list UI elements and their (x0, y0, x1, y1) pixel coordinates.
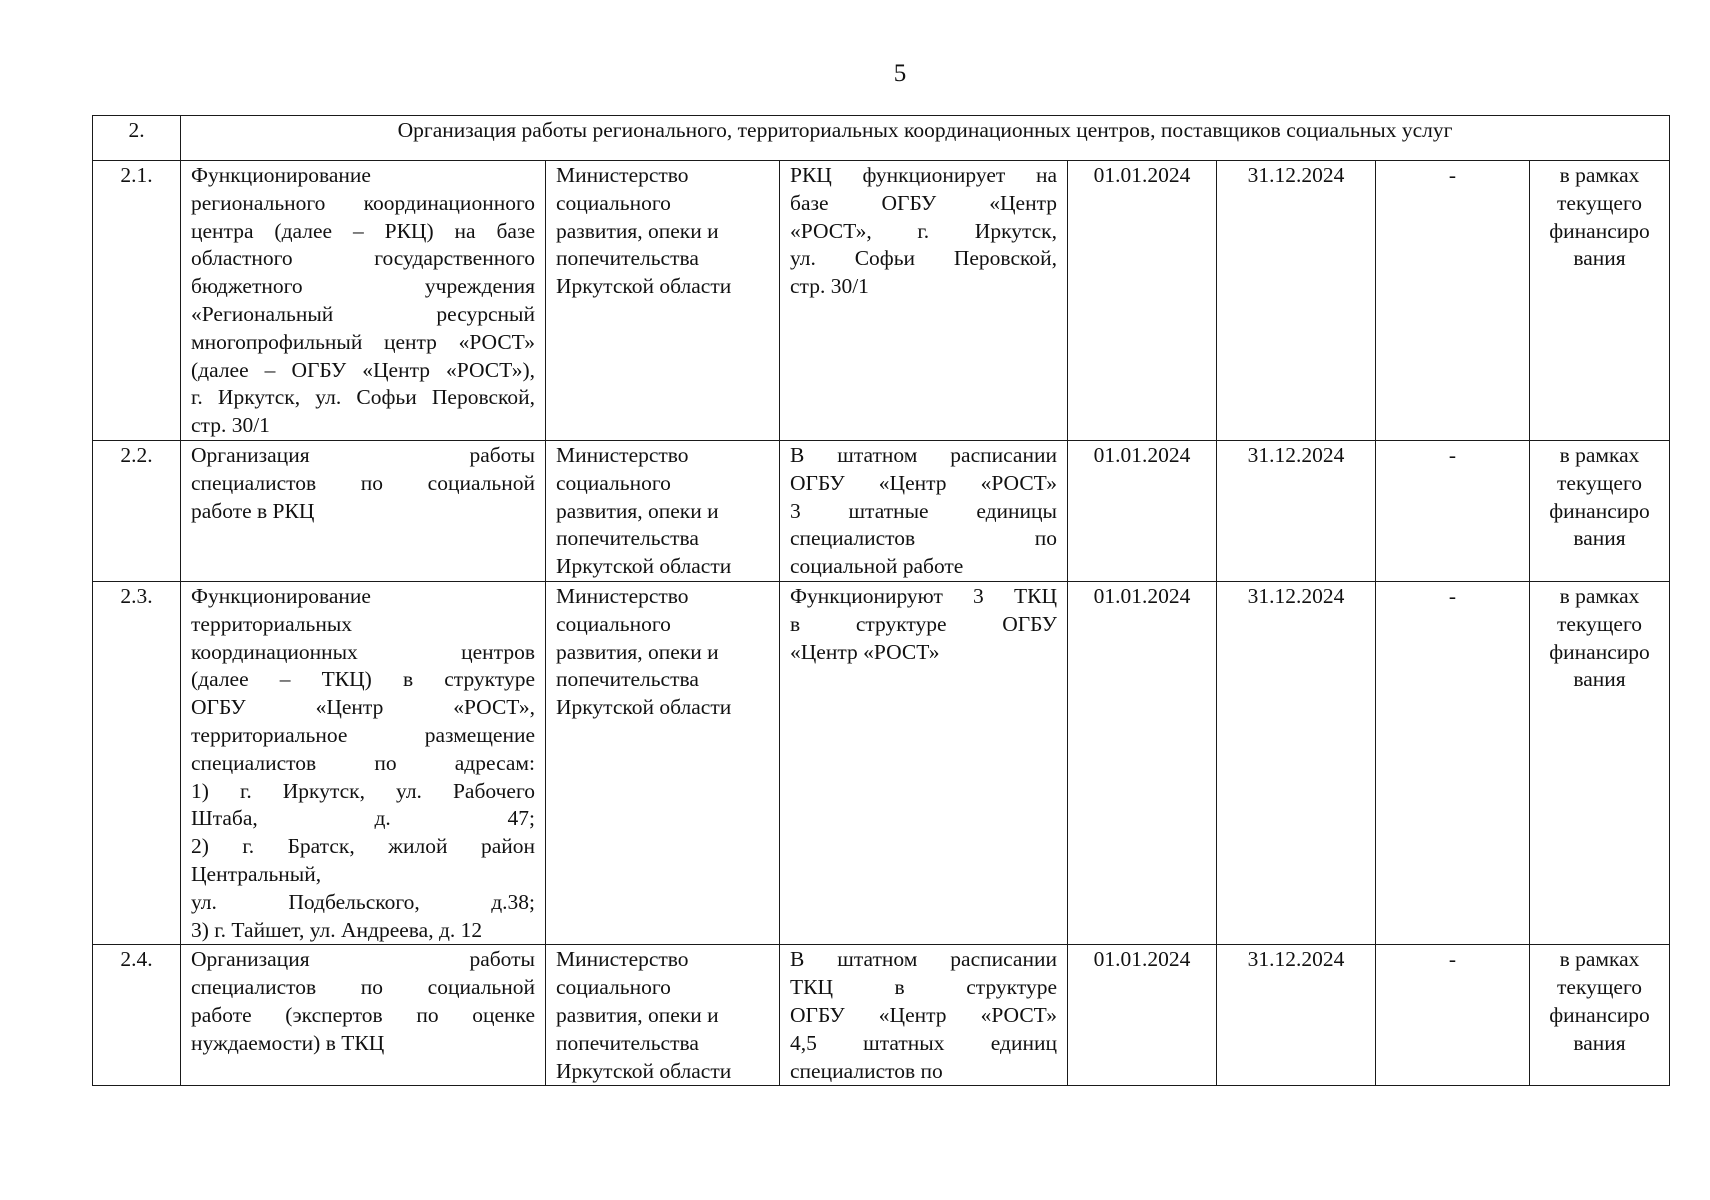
cell-line: Функционируют 3 ТКЦ (790, 583, 1057, 608)
cell-line: социального (556, 975, 671, 1000)
end-date-cell: 31.12.2024 (1217, 161, 1376, 441)
section-number: 2. (93, 116, 181, 161)
activity-cell (181, 440, 546, 581)
amount-cell: - (1376, 945, 1530, 1086)
executor-cell (546, 161, 780, 441)
row-number: 2.3. (93, 581, 181, 944)
cell-line: текущего (1557, 611, 1642, 636)
cell-line: финансиро (1549, 639, 1650, 664)
cell-line: областного государственного (191, 246, 535, 271)
cell-line: (далее – ТКЦ) в структуре (191, 667, 535, 692)
cell-line: социального (556, 470, 671, 495)
table-row (93, 581, 1670, 944)
cell-line: социального (556, 611, 671, 636)
cell-line: вания (1573, 667, 1626, 692)
cell-line: социального (556, 190, 671, 215)
end-date-cell: 31.12.2024 (1217, 581, 1376, 944)
cell-line: регионального координационного (191, 190, 535, 215)
result-cell (780, 440, 1068, 581)
cell-line: бюджетного учреждения (191, 274, 535, 299)
cell-line: Министерство (556, 583, 689, 608)
cell-line: нуждаемости) в ТКЦ (191, 1030, 385, 1055)
cell-line: Министерство (556, 947, 689, 972)
result-cell (780, 945, 1068, 1086)
cell-line: попечительства (556, 1030, 699, 1055)
start-date-cell: 01.01.2024 (1068, 581, 1217, 944)
cell-line: г. Иркутск, ул. Софьи Перовской, (191, 385, 535, 410)
activity-cell (181, 581, 546, 944)
cell-line: развития, опеки и (556, 639, 719, 664)
cell-line: РКЦ функционирует на (790, 163, 1057, 187)
cell-line: развития, опеки и (556, 1002, 719, 1027)
cell-line: Министерство (556, 442, 689, 467)
cell-line: в рамках (1559, 583, 1640, 608)
cell-line: социальной работе (790, 554, 964, 579)
financing-cell (1530, 581, 1670, 944)
cell-line: вания (1573, 246, 1626, 271)
amount-cell: - (1376, 581, 1530, 944)
cell-line: территориальных (191, 611, 353, 636)
cell-line: 1) г. Иркутск, ул. Рабочего (191, 778, 535, 803)
amount-cell: - (1376, 440, 1530, 581)
row-number: 2.2. (93, 440, 181, 581)
executor-cell (546, 440, 780, 581)
cell-line: попечительства (556, 526, 699, 551)
cell-line: специалистов по (790, 526, 1057, 551)
row-number: 2.1. (93, 161, 181, 441)
cell-line: ТКЦ в структуре (790, 975, 1057, 1000)
section-row (93, 116, 1670, 161)
cell-line: ул. Софьи Перовской, (790, 246, 1057, 271)
executor-cell (546, 945, 780, 1086)
cell-line: Функционирование (191, 583, 371, 608)
cell-line: координационных центров (191, 639, 535, 664)
cell-line: в рамках (1559, 442, 1640, 467)
cell-line: специалистов по социальной (191, 470, 535, 495)
cell-line: ОГБУ «Центр «РОСТ» (790, 1002, 1057, 1027)
start-date-cell: 01.01.2024 (1068, 440, 1217, 581)
cell-line: (далее – ОГБУ «Центр «РОСТ»), (191, 357, 535, 382)
cell-line: многопрофильный центр «РОСТ» (191, 329, 535, 354)
start-date-cell: 01.01.2024 (1068, 945, 1217, 1086)
cell-line: специалистов по социальной (191, 975, 535, 1000)
cell-line: 3) г. Тайшет, ул. Андреева, д. 12 (191, 917, 483, 942)
cell-line: финансиро (1549, 1002, 1650, 1027)
cell-line: Организация работы (191, 947, 535, 972)
table-row (93, 161, 1670, 441)
cell-line: Штаба, д. 47; (191, 806, 535, 831)
cell-line: Иркутской области (556, 274, 732, 299)
activity-plan-table (92, 115, 1670, 1086)
cell-line: в структуре ОГБУ (790, 611, 1057, 636)
cell-line: вания (1573, 526, 1626, 551)
cell-line: финансиро (1549, 218, 1650, 243)
cell-line: центра (далее – РКЦ) на базе (191, 218, 535, 243)
executor-cell (546, 581, 780, 944)
cell-line: работе в РКЦ (191, 498, 315, 523)
cell-line: попечительства (556, 667, 699, 692)
financing-cell (1530, 161, 1670, 441)
cell-line: территориальное размещение (191, 722, 535, 747)
cell-line: Иркутской области (556, 554, 732, 579)
financing-cell (1530, 945, 1670, 1086)
cell-line: 4,5 штатных единиц (790, 1030, 1057, 1055)
cell-line: ОГБУ «Центр «РОСТ», (191, 695, 535, 720)
cell-line: текущего (1557, 975, 1642, 1000)
cell-line: Иркутской области (556, 1058, 732, 1083)
cell-line: развития, опеки и (556, 218, 719, 243)
cell-line: специалистов по адресам: (191, 750, 535, 775)
end-date-cell: 31.12.2024 (1217, 440, 1376, 581)
table-body (93, 116, 1670, 1086)
cell-line: специалистов по (790, 1058, 943, 1083)
section-title: Организация работы регионального, территориальных координационных центров, поставщиков социальных услуг (181, 116, 1670, 161)
table-row (93, 440, 1670, 581)
cell-line: В штатном расписании (790, 947, 1057, 972)
cell-line: в рамках (1559, 163, 1640, 187)
cell-line: работе (экспертов по оценке (191, 1002, 535, 1027)
cell-line: стр. 30/1 (191, 413, 270, 438)
cell-line: текущего (1557, 470, 1642, 495)
cell-line: развития, опеки и (556, 498, 719, 523)
cell-line: текущего (1557, 190, 1642, 215)
cell-line: «Региональный ресурсный (191, 301, 535, 326)
cell-line: «Центр «РОСТ» (790, 639, 940, 664)
cell-line: Центральный, (191, 861, 322, 886)
cell-line: 3 штатные единицы (790, 498, 1057, 523)
cell-line: ОГБУ «Центр «РОСТ» (790, 470, 1057, 495)
amount-cell: - (1376, 161, 1530, 441)
activity-cell (181, 945, 546, 1086)
cell-line: «РОСТ», г. Иркутск, (790, 218, 1057, 243)
cell-line: Иркутской области (556, 695, 732, 720)
cell-line: 2) г. Братск, жилой район (191, 834, 535, 859)
end-date-cell: 31.12.2024 (1217, 945, 1376, 1086)
table-row (93, 945, 1670, 1086)
cell-line: вания (1573, 1030, 1626, 1055)
result-cell (780, 581, 1068, 944)
cell-line: стр. 30/1 (790, 274, 869, 299)
cell-line: Организация работы (191, 442, 535, 467)
cell-line: базе ОГБУ «Центр (790, 190, 1057, 215)
cell-line: в рамках (1559, 947, 1640, 972)
financing-cell (1530, 440, 1670, 581)
activity-cell (181, 161, 546, 441)
page-number: 5 (893, 60, 907, 87)
cell-line: Функционирование (191, 163, 371, 187)
row-number: 2.4. (93, 945, 181, 1086)
cell-line: попечительства (556, 246, 699, 271)
cell-line: ул. Подбельского, д.38; (191, 889, 535, 914)
result-cell (780, 161, 1068, 441)
cell-line: Министерство (556, 163, 689, 187)
cell-line: финансиро (1549, 498, 1650, 523)
start-date-cell: 01.01.2024 (1068, 161, 1217, 441)
cell-line: В штатном расписании (790, 442, 1057, 467)
